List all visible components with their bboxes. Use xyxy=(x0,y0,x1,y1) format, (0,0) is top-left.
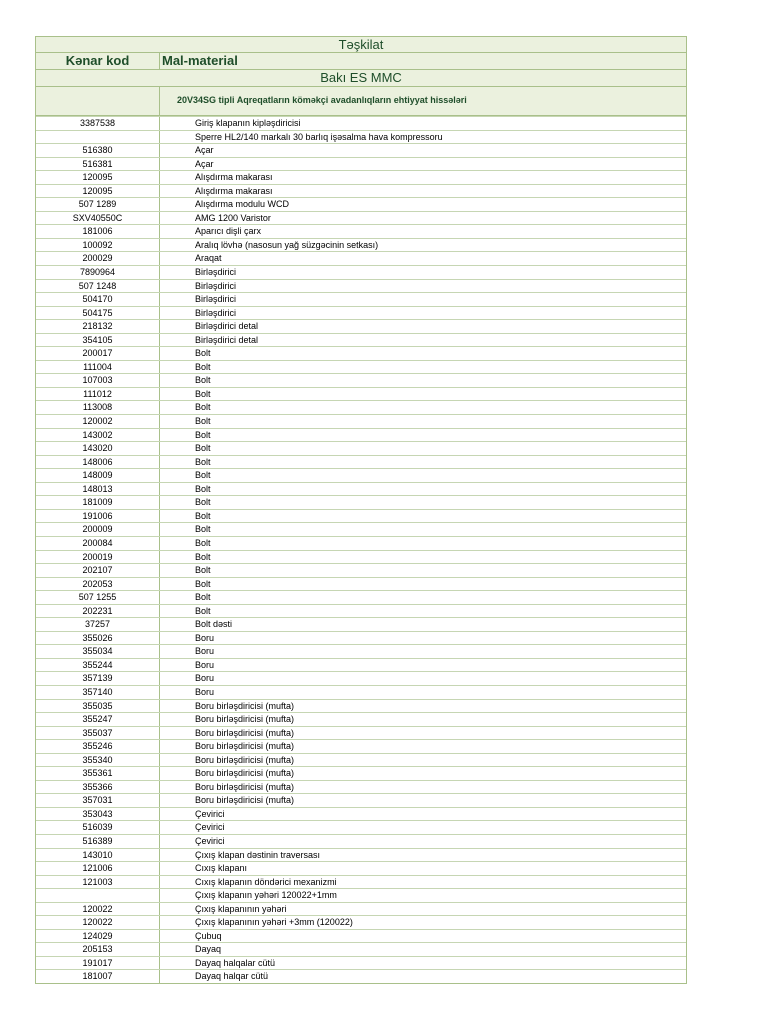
material-cell: Bolt xyxy=(195,388,211,399)
code-cell: 516039 xyxy=(36,821,160,834)
code-cell: 357139 xyxy=(36,672,160,685)
material-cell: Boru xyxy=(195,632,215,643)
column-header-code: Kənar kod xyxy=(36,53,160,69)
material-cell: Boru birləşdiricisi (mufta) xyxy=(195,754,295,765)
code-cell: 355026 xyxy=(36,632,160,645)
spreadsheet xyxy=(35,36,687,984)
code-cell: 516389 xyxy=(36,835,160,848)
code-cell: 357140 xyxy=(36,686,160,699)
code-cell: 218132 xyxy=(36,320,160,333)
code-cell: 148013 xyxy=(36,483,160,496)
code-cell: 200019 xyxy=(36,551,160,564)
code-cell: 191006 xyxy=(36,510,160,523)
code-cell: 111012 xyxy=(36,388,160,401)
table-row xyxy=(36,157,686,171)
material-cell: Alışdırma modulu WCD xyxy=(195,199,290,210)
material-cell: Birləşdirici xyxy=(195,294,237,305)
material-cell: Çıxış klapanın yəhəri 120022+1mm xyxy=(195,890,337,901)
code-cell: 121006 xyxy=(36,862,160,875)
code-cell: 355361 xyxy=(36,767,160,780)
material-cell: Bolt xyxy=(195,483,211,494)
material-cell: Açar xyxy=(195,145,214,156)
material-cell: Bolt xyxy=(195,470,211,481)
code-cell: 355037 xyxy=(36,727,160,740)
table-row xyxy=(36,658,686,672)
table-row xyxy=(36,211,686,225)
table-row xyxy=(36,699,686,713)
code-cell: 107003 xyxy=(36,374,160,387)
material-cell: Giriş klapanın kipləşdiricisi xyxy=(195,118,301,128)
code-cell: 200084 xyxy=(36,537,160,550)
material-cell: Araqat xyxy=(195,253,222,264)
material-cell: Bolt xyxy=(195,537,211,548)
code-cell: 507 1248 xyxy=(36,280,160,293)
table-row xyxy=(36,373,686,387)
code-cell: 148006 xyxy=(36,456,160,469)
table-row xyxy=(36,563,686,577)
organization-header: Təşkilat xyxy=(35,36,687,53)
code-cell: 181007 xyxy=(36,970,160,983)
table-row xyxy=(36,238,686,252)
material-cell: Çıxış klapan dəstinin traversası xyxy=(195,849,321,860)
table-row xyxy=(36,251,686,265)
code-cell: 181009 xyxy=(36,496,160,509)
material-cell: Bolt xyxy=(195,510,211,521)
material-cell: Birləşdirici xyxy=(195,267,237,278)
material-cell: Açar xyxy=(195,158,214,169)
table-row xyxy=(36,902,686,916)
code-cell: 504175 xyxy=(36,307,160,320)
material-cell: Bolt xyxy=(195,416,211,427)
material-cell: Aparıcı dişli çarx xyxy=(195,226,262,237)
code-cell: 357031 xyxy=(36,794,160,807)
material-cell: Boru birləşdiricisi (mufta) xyxy=(195,727,295,738)
material-cell: Dayaq halqalar cütü xyxy=(195,957,276,968)
table-row xyxy=(36,550,686,564)
table-row xyxy=(36,306,686,320)
material-cell: Birləşdirici detal xyxy=(195,321,259,332)
material-cell: Birləşdirici xyxy=(195,280,237,291)
table-row xyxy=(36,292,686,306)
code-cell: 355246 xyxy=(36,740,160,753)
table-row xyxy=(36,387,686,401)
table-row xyxy=(36,577,686,591)
code-cell: 202231 xyxy=(36,605,160,618)
code-cell: 507 1289 xyxy=(36,198,160,211)
code-cell: 143010 xyxy=(36,849,160,862)
material-cell: Boru xyxy=(195,673,215,684)
code-cell: 124029 xyxy=(36,930,160,943)
code-cell: 355366 xyxy=(36,781,160,794)
material-cell: Bolt dəsti xyxy=(195,619,233,630)
material-cell: Boru birləşdiricisi (mufta) xyxy=(195,700,295,711)
table-row xyxy=(36,644,686,658)
company-header: Bakı ES MMC xyxy=(35,70,687,87)
material-cell: Birləşdirici detal xyxy=(195,334,259,345)
code-cell: 205153 xyxy=(36,943,160,956)
code-cell xyxy=(36,889,160,902)
material-cell: Boru birləşdiricisi (mufta) xyxy=(195,795,295,806)
table-row xyxy=(36,861,686,875)
code-cell: 355244 xyxy=(36,659,160,672)
table-row xyxy=(36,482,686,496)
code-cell: 148009 xyxy=(36,469,160,482)
material-cell: Boru xyxy=(195,646,215,657)
table-row xyxy=(36,956,686,970)
material-cell: Cıxış klapanı xyxy=(195,863,248,874)
column-header-material: Mal-material xyxy=(162,53,238,68)
table-row xyxy=(36,671,686,685)
code-cell: 120002 xyxy=(36,415,160,428)
table-body xyxy=(35,116,687,984)
table-row xyxy=(36,793,686,807)
table-row xyxy=(36,495,686,509)
section-header-code-cell xyxy=(36,87,160,115)
table-row xyxy=(36,969,686,983)
code-cell: 355035 xyxy=(36,700,160,713)
material-cell: Birləşdirici xyxy=(195,307,237,318)
table-row xyxy=(36,265,686,279)
table-row xyxy=(36,766,686,780)
table-row xyxy=(36,333,686,347)
table-row xyxy=(36,197,686,211)
table-row xyxy=(36,875,686,889)
table-row xyxy=(36,780,686,794)
table-row xyxy=(36,712,686,726)
code-cell: 516380 xyxy=(36,144,160,157)
code-cell: 7890964 xyxy=(36,266,160,279)
code-cell: 143020 xyxy=(36,442,160,455)
code-cell: 143002 xyxy=(36,429,160,442)
material-cell: Bolt xyxy=(195,375,211,386)
code-cell: SXV40550C xyxy=(36,212,160,225)
material-cell: Bolt xyxy=(195,605,211,616)
code-cell: 202107 xyxy=(36,564,160,577)
code-cell: 120095 xyxy=(36,171,160,184)
table-row xyxy=(36,739,686,753)
material-cell: Dayaq xyxy=(195,944,222,955)
code-cell: 120022 xyxy=(36,903,160,916)
code-cell: 120095 xyxy=(36,185,160,198)
code-cell: 355034 xyxy=(36,645,160,658)
material-cell: Çevirici xyxy=(195,808,225,819)
material-cell: Boru birləşdiricisi (mufta) xyxy=(195,714,295,725)
table-row xyxy=(36,428,686,442)
table-row xyxy=(36,224,686,238)
code-cell: 202053 xyxy=(36,578,160,591)
code-cell: 120022 xyxy=(36,916,160,929)
code-cell: 507 1255 xyxy=(36,591,160,604)
material-cell: Çıxış klapanının yəhəri xyxy=(195,903,287,914)
material-cell: Çubuq xyxy=(195,930,222,941)
table-row xyxy=(36,143,686,157)
code-cell: 355340 xyxy=(36,754,160,767)
material-cell: Bolt xyxy=(195,497,211,508)
material-cell: Boru birləşdiricisi (mufta) xyxy=(195,741,295,752)
code-cell: 200017 xyxy=(36,347,160,360)
table-row xyxy=(36,834,686,848)
code-cell: 37257 xyxy=(36,618,160,631)
material-cell: Bolt xyxy=(195,456,211,467)
material-cell: Boru birləşdiricisi (mufta) xyxy=(195,768,295,779)
table-row xyxy=(36,468,686,482)
code-cell: 181006 xyxy=(36,225,160,238)
section-title: 20V34SG tipli Aqreqatların köməkçi avadanlıqların ehtiyyat hissələri xyxy=(177,95,467,105)
table-row xyxy=(36,848,686,862)
table-row xyxy=(36,942,686,956)
section-header-row xyxy=(35,87,687,116)
table-row xyxy=(36,522,686,536)
material-cell: Bolt xyxy=(195,551,211,562)
code-cell: 354105 xyxy=(36,334,160,347)
material-cell: Boru xyxy=(195,686,215,697)
material-cell: Sperre HL2/140 markalı 30 barlıq işəsalma hava kompressoru xyxy=(195,131,443,142)
material-cell: Aralıq lövhə (nasosun yağ süzgəcinin setkası) xyxy=(195,239,379,250)
material-cell: Cıxış klapanın döndərici mexanizmi xyxy=(195,876,337,887)
material-cell: Bolt xyxy=(195,402,211,413)
code-cell: 100092 xyxy=(36,239,160,252)
table-row xyxy=(36,915,686,929)
material-cell: Bolt xyxy=(195,443,211,454)
material-cell: Bolt xyxy=(195,429,211,440)
table-row xyxy=(36,929,686,943)
table-row xyxy=(36,726,686,740)
code-cell: 516381 xyxy=(36,158,160,171)
table-row xyxy=(36,536,686,550)
table-row xyxy=(36,319,686,333)
material-cell: Dayaq halqar cütü xyxy=(195,971,269,982)
code-cell xyxy=(36,131,160,144)
material-cell: Bolt xyxy=(195,524,211,535)
table-row xyxy=(36,631,686,645)
material-cell: Boru birləşdiricisi (mufta) xyxy=(195,781,295,792)
code-cell: 200009 xyxy=(36,523,160,536)
table-row xyxy=(36,360,686,374)
material-cell: Alışdırma makarası xyxy=(195,172,273,183)
table-row xyxy=(36,184,686,198)
material-cell: Alışdırma makarası xyxy=(195,185,273,196)
table-row xyxy=(36,888,686,902)
table-row xyxy=(36,279,686,293)
material-cell: Bolt xyxy=(195,578,211,589)
code-cell: 111004 xyxy=(36,361,160,374)
table-row xyxy=(36,130,686,144)
table-row xyxy=(36,604,686,618)
material-cell: Bolt xyxy=(195,565,211,576)
code-cell: 504170 xyxy=(36,293,160,306)
column-header-row xyxy=(35,53,687,70)
material-cell: Çevirici xyxy=(195,822,225,833)
table-row xyxy=(36,509,686,523)
table-row xyxy=(36,414,686,428)
table-row xyxy=(36,170,686,184)
table-row xyxy=(36,116,686,130)
table-row xyxy=(36,346,686,360)
material-cell: Çıxış klapanının yəhəri +3mm (120022) xyxy=(195,917,353,928)
code-cell: 191017 xyxy=(36,957,160,970)
code-cell: 353043 xyxy=(36,808,160,821)
code-cell: 113008 xyxy=(36,401,160,414)
material-cell: Bolt xyxy=(195,592,211,603)
code-cell: 121003 xyxy=(36,876,160,889)
code-cell: 200029 xyxy=(36,252,160,265)
material-cell: Boru xyxy=(195,659,215,670)
table-row xyxy=(36,807,686,821)
material-cell: Bolt xyxy=(195,348,211,359)
code-cell: 355247 xyxy=(36,713,160,726)
material-cell: Bolt xyxy=(195,361,211,372)
material-cell: Çevirici xyxy=(195,835,225,846)
material-cell: AMG 1200 Varistor xyxy=(195,212,271,223)
table-row xyxy=(36,590,686,604)
table-row xyxy=(36,685,686,699)
table-row xyxy=(36,441,686,455)
table-row xyxy=(36,820,686,834)
table-row xyxy=(36,617,686,631)
table-row xyxy=(36,753,686,767)
table-row xyxy=(36,400,686,414)
table-row xyxy=(36,455,686,469)
code-cell: 3387538 xyxy=(36,117,160,130)
